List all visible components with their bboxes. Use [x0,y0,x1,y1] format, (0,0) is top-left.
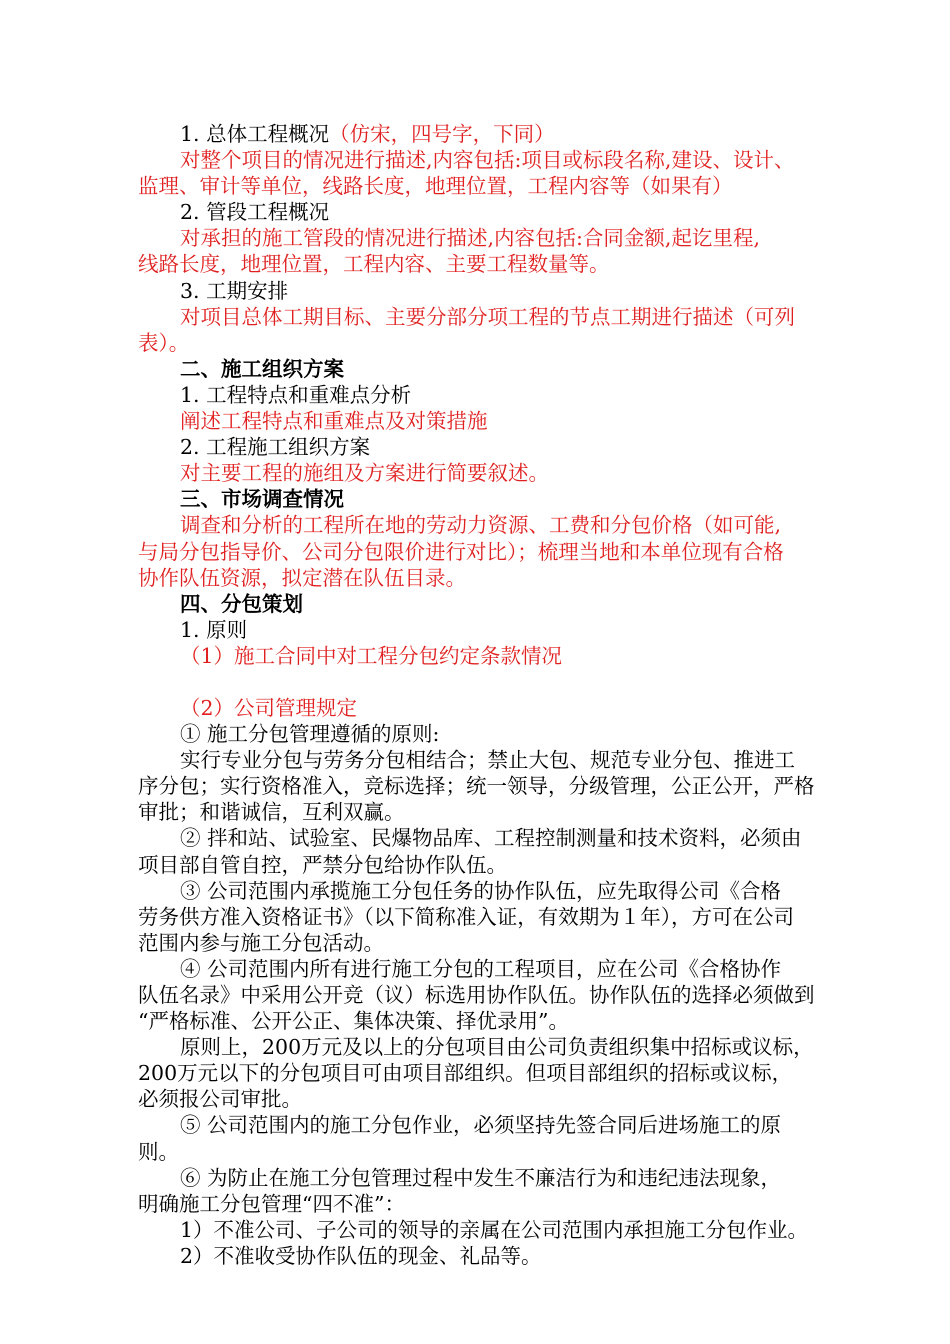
principle-2-line: ② 拌和站、试验室、民爆物品库、工程控制测量和技术资料，必须由 [180,826,802,851]
principle-3-line: ③ 公司范围内承揽施工分包任务的协作队伍，应先取得公司《合格 [180,878,782,903]
chapter-2-item-1-desc: 阐述工程特点和重难点及对策措施 [180,409,488,434]
chapter-4-item-1: 1. 原则 [180,617,248,642]
section-3-heading: 3. 工期安排 [180,278,289,303]
section-1-heading [138,121,850,147]
section-1-format-note: （仿宋，四号字，下同） [329,122,555,146]
principle-2-line: 项目部自管自控，严禁分包给协作队伍。 [138,852,507,877]
principle-1-line: 实行专业分包与劳务分包相结合；禁止大包、规范专业分包、推进工 [180,748,795,773]
chapter-2-item-1: 1. 工程特点和重难点分析 [180,382,412,407]
principle-4-line: ④ 公司范围内所有进行施工分包的工程项目，应在公司《合格协作 [180,956,782,981]
tender-rule-line: 原则上，200万元及以上的分包项目由公司负责组织集中招标或议标， [180,1035,814,1060]
blank-line [138,669,850,695]
chapter-3-desc-line: 与局分包指导价、公司分包限价进行对比）；梳理当地和本单位现有合格 [138,539,784,564]
chapter-2-heading: 二、施工组织方案 [180,356,344,381]
principle-6-line: ⑥ 为防止在施工分包管理过程中发生不廉洁行为和违纪违法现象， [180,1165,782,1190]
section-3-desc-line: 表）。 [138,330,190,355]
principle-5-line: 则。 [138,1139,179,1164]
chapter-3-desc-line: 调查和分析的工程所在地的劳动力资源、工费和分包价格（如可能, [180,513,782,538]
section-1-desc-line: 监理、审计等单位，线路长度，地理位置，工程内容等（如果有） [138,174,733,199]
chapter-3-heading: 三、市场调查情况 [180,487,344,512]
section-2-desc-line: 对承担的施工管段的情况进行描述,内容包括:合同金额,起讫里程, [180,226,760,251]
chapter-2-item-2-desc: 对主要工程的施组及方案进行简要叙述。 [180,461,549,486]
chapter-4-item-1-b: （2）公司管理规定 [180,695,358,720]
section-1-title: 1. 总体工程概况 [180,122,330,146]
principle-5-line: ⑤ 公司范围内的施工分包作业，必须坚持先签合同后进场施工的原 [180,1113,782,1138]
section-2-desc-line: 线路长度，地理位置，工程内容、主要工程数量等。 [138,252,610,277]
chapter-4-item-1-a: （1）施工合同中对工程分包约定条款情况 [180,643,563,668]
principle-6-rule-2: 2）不准收受协作队伍的现金、礼品等。 [180,1243,542,1268]
section-3-desc-line: 对项目总体工期目标、主要分部分项工程的节点工期进行描述（可列 [180,304,795,329]
principle-6-line: 明确施工分包管理“四不准”： [138,1191,405,1216]
tender-rule-line: 必须报公司审批。 [138,1087,302,1112]
principle-4-line: 队伍名录》中采用公开竞（议）标选用协作队伍。协作队伍的选择必须做到 [138,983,815,1007]
section-2-heading: 2. 管段工程概况 [180,200,330,225]
principle-1-heading: ① 施工分包管理遵循的原则: [180,722,440,747]
principle-6-rule-1: 1）不准公司、子公司的领导的亲属在公司范围内承担施工分包作业。 [180,1217,809,1242]
document-page [138,121,850,1269]
tender-rule-line: 200万元以下的分包项目可由项目部组织。但项目部组织的招标或议标， [138,1061,793,1086]
principle-1-line: 审批；和谐诚信，互利双赢。 [138,800,405,825]
section-1-desc-line: 对整个项目的情况进行描述,内容包括:项目或标段名称,建设、设计、 [180,148,795,173]
chapter-3-desc-line: 协作队伍资源，拟定潜在队伍目录。 [138,565,466,590]
principle-3-line: 劳务供方准入资格证书》（以下简称准入证，有效期为１年），方可在公司 [138,904,794,929]
chapter-2-item-2: 2. 工程施工组织方案 [180,435,371,460]
principle-4-line: “严格标准、公开公正、集体决策、择优录用”。 [138,1009,569,1034]
principle-3-line: 范围内参与施工分包活动。 [138,930,384,955]
chapter-4-heading: 四、分包策划 [180,591,303,616]
principle-1-line: 序分包；实行资格准入，竞标选择；统一领导，分级管理，公正公开，严格 [138,774,815,799]
